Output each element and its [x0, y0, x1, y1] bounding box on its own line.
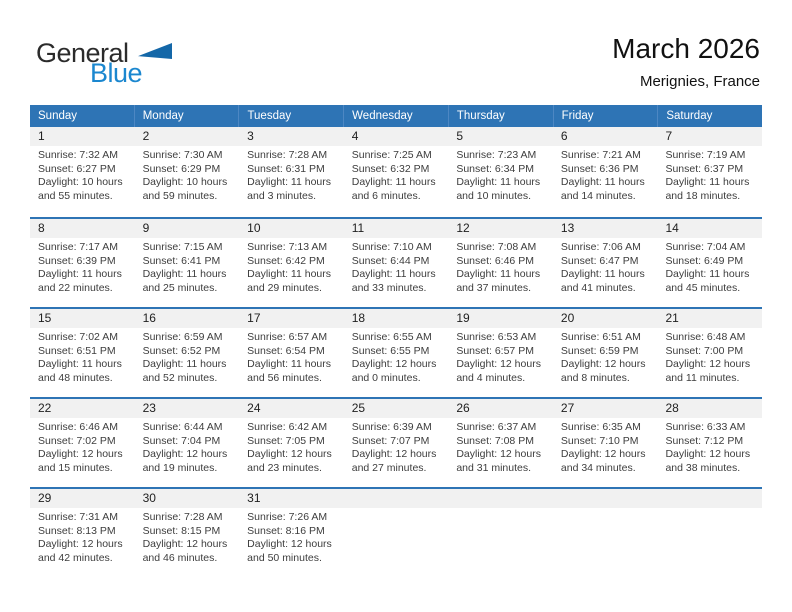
daylight-text: and 6 minutes. [351, 189, 421, 202]
day-number: 16 [142, 311, 156, 325]
sunset-text: Sunset: 7:02 PM [38, 434, 116, 447]
day-number: 14 [665, 221, 679, 235]
weekday-monday: Monday [134, 105, 239, 127]
sunset-text: Sunset: 6:59 PM [560, 344, 639, 357]
day-cell [30, 328, 135, 385]
sunset-text: Sunset: 6:34 PM [456, 162, 534, 175]
sunset-text: Sunset: 6:37 PM [665, 162, 744, 175]
sunrise-text: Sunrise: 7:32 AM [38, 149, 118, 161]
day-cell [30, 418, 135, 475]
day-cell [344, 508, 449, 565]
sunrise-text: Sunrise: 7:08 AM [456, 241, 537, 253]
daylight-text: and 33 minutes. [351, 281, 427, 294]
calendar-week-row [30, 217, 762, 307]
day-cell [657, 146, 762, 203]
daylight-text: Daylight: 11 hours [247, 268, 332, 280]
daylight-text: Daylight: 12 hours [142, 538, 228, 550]
daylight-text: and 3 minutes. [247, 189, 317, 202]
sunrise-text: Sunrise: 6:59 AM [142, 331, 223, 343]
daylight-text: and 18 minutes. [665, 189, 741, 202]
daylight-text: and 14 minutes. [560, 189, 636, 202]
day-cell [239, 328, 344, 385]
day-cell [239, 418, 344, 475]
daylight-text: Daylight: 10 hours [38, 176, 123, 188]
day-number: 6 [560, 129, 568, 143]
day-number: 10 [247, 221, 261, 235]
day-number: 27 [560, 401, 575, 415]
sunset-text: Sunset: 6:44 PM [351, 254, 430, 267]
sunset-text: Sunset: 6:36 PM [560, 162, 639, 175]
sunrise-text: Sunrise: 6:33 AM [665, 421, 746, 433]
day-cell [30, 146, 135, 203]
day-number: 9 [142, 221, 150, 235]
daylight-text: Daylight: 12 hours [351, 448, 437, 460]
daylight-text: and 52 minutes. [142, 371, 218, 384]
day-number: 28 [665, 401, 679, 415]
sunset-text: Sunset: 7:00 PM [665, 344, 744, 357]
day-cell [239, 508, 344, 565]
day-number: 4 [351, 129, 359, 143]
daylight-text: Daylight: 12 hours [247, 448, 332, 460]
daylight-text: and 19 minutes. [142, 461, 218, 474]
sunset-text: Sunset: 6:55 PM [351, 344, 430, 357]
day-number: 19 [456, 311, 470, 325]
weekday-saturday: Saturday [657, 105, 762, 127]
daylight-text: and 25 minutes. [142, 281, 218, 294]
daylight-text: and 0 minutes. [351, 371, 421, 384]
day-number: 12 [456, 221, 470, 235]
daylight-text: Daylight: 12 hours [665, 358, 751, 370]
day-details-row [30, 146, 762, 203]
daylight-text: Daylight: 11 hours [247, 176, 332, 188]
sunrise-text: Sunrise: 7:02 AM [38, 331, 118, 343]
sunset-text: Sunset: 7:08 PM [456, 434, 534, 447]
daylight-text: Daylight: 12 hours [560, 448, 646, 460]
sunset-text: Sunset: 7:04 PM [142, 434, 221, 447]
sunrise-text: Sunrise: 7:30 AM [142, 149, 223, 161]
day-number: 26 [456, 401, 470, 415]
daylight-text: Daylight: 11 hours [351, 268, 436, 280]
daylight-text: and 23 minutes. [247, 461, 322, 474]
daylight-text: Daylight: 11 hours [142, 268, 227, 280]
daylight-text: and 34 minutes. [560, 461, 636, 474]
daylight-text: Daylight: 11 hours [560, 176, 645, 188]
sunset-text: Sunset: 8:15 PM [142, 524, 221, 537]
day-cell [657, 328, 762, 385]
day-details-row [30, 238, 762, 295]
day-cell [448, 238, 553, 295]
calendar-week-row [30, 127, 762, 217]
day-details-row [30, 328, 762, 385]
daylight-text: Daylight: 11 hours [665, 176, 750, 188]
day-number-strip [30, 127, 762, 146]
daylight-text: Daylight: 12 hours [247, 538, 332, 550]
day-number: 8 [38, 221, 45, 235]
day-number: 11 [351, 221, 365, 235]
daylight-text: and 11 minutes. [665, 371, 740, 384]
day-cell [553, 328, 658, 385]
weeks-grid [30, 127, 762, 577]
sunset-text: Sunset: 6:51 PM [38, 344, 116, 357]
day-cell [135, 508, 240, 565]
day-cell [30, 238, 135, 295]
sunrise-text: Sunrise: 7:26 AM [247, 511, 328, 523]
day-cell [344, 328, 449, 385]
sunset-text: Sunset: 6:41 PM [142, 254, 221, 267]
daylight-text: and 37 minutes. [456, 281, 532, 294]
sunrise-text: Sunrise: 7:13 AM [247, 241, 328, 253]
sunrise-text: Sunrise: 7:25 AM [351, 149, 432, 161]
day-cell [344, 418, 449, 475]
daylight-text: Daylight: 12 hours [560, 358, 646, 370]
day-cell [239, 146, 344, 203]
sunrise-text: Sunrise: 6:48 AM [665, 331, 746, 343]
day-number: 5 [456, 129, 463, 143]
sunrise-text: Sunrise: 7:21 AM [560, 149, 641, 161]
calendar-table [30, 105, 762, 577]
daylight-text: Daylight: 11 hours [351, 176, 436, 188]
day-number-strip [30, 309, 762, 328]
sunset-text: Sunset: 6:29 PM [142, 162, 221, 175]
sunrise-text: Sunrise: 7:23 AM [456, 149, 537, 161]
calendar-week-row [30, 487, 762, 577]
daylight-text: Daylight: 12 hours [142, 448, 228, 460]
day-cell [553, 146, 658, 203]
sunset-text: Sunset: 6:46 PM [456, 254, 534, 267]
day-cell [135, 328, 240, 385]
sunrise-text: Sunrise: 7:19 AM [665, 149, 746, 161]
sunrise-text: Sunrise: 7:06 AM [560, 241, 641, 253]
logo-text-blue: Blue [90, 58, 143, 88]
weekday-wednesday: Wednesday [343, 105, 448, 127]
day-cell [30, 508, 135, 565]
day-cell [135, 146, 240, 203]
daylight-text: and 41 minutes. [560, 281, 636, 294]
sunrise-text: Sunrise: 7:28 AM [247, 149, 328, 161]
sunrise-text: Sunrise: 7:15 AM [142, 241, 223, 253]
sunset-text: Sunset: 6:39 PM [38, 254, 116, 267]
day-number: 13 [560, 221, 575, 235]
day-cell [135, 418, 240, 475]
sunset-text: Sunset: 6:52 PM [142, 344, 221, 357]
day-number: 30 [142, 491, 156, 505]
day-number: 18 [351, 311, 366, 325]
sunset-text: Sunset: 6:57 PM [456, 344, 534, 357]
sunrise-text: Sunrise: 6:51 AM [560, 331, 641, 343]
day-number [657, 489, 762, 508]
daylight-text: Daylight: 12 hours [351, 358, 437, 370]
sunset-text: Sunset: 6:47 PM [560, 254, 639, 267]
day-cell [344, 146, 449, 203]
sunrise-text: Sunrise: 6:35 AM [560, 421, 641, 433]
sunrise-text: Sunrise: 6:39 AM [351, 421, 432, 433]
day-cell [448, 328, 553, 385]
daylight-text: Daylight: 11 hours [560, 268, 645, 280]
daylight-text: Daylight: 10 hours [142, 176, 228, 188]
weekday-header-row [30, 105, 762, 127]
day-details-row [30, 418, 762, 475]
weekday-sunday: Sunday [38, 110, 78, 122]
day-cell [553, 418, 658, 475]
day-number: 24 [247, 401, 261, 415]
daylight-text: Daylight: 11 hours [456, 176, 541, 188]
day-cell [448, 508, 553, 565]
daylight-text: and 59 minutes. [142, 189, 218, 202]
daylight-text: Daylight: 11 hours [665, 268, 750, 280]
daylight-text: Daylight: 12 hours [456, 448, 541, 460]
day-number: 20 [560, 311, 575, 325]
sunrise-text: Sunrise: 6:42 AM [247, 421, 328, 433]
sunset-text: Sunset: 8:13 PM [38, 524, 116, 537]
general-blue-logo [36, 40, 176, 88]
day-cell [344, 238, 449, 295]
day-number-strip [30, 219, 762, 238]
sunset-text: Sunset: 6:32 PM [351, 162, 430, 175]
sunset-text: Sunset: 6:42 PM [247, 254, 325, 267]
day-number: 21 [665, 311, 679, 325]
daylight-text: and 31 minutes. [456, 461, 532, 474]
day-cell [657, 508, 762, 565]
sunrise-text: Sunrise: 7:04 AM [665, 241, 746, 253]
sunrise-text: Sunrise: 6:46 AM [38, 421, 118, 433]
day-number: 29 [38, 491, 52, 505]
day-number: 31 [247, 491, 261, 505]
sunset-text: Sunset: 7:05 PM [247, 434, 325, 447]
sunset-text: Sunset: 7:12 PM [665, 434, 744, 447]
daylight-text: and 45 minutes. [665, 281, 741, 294]
day-cell [553, 238, 658, 295]
day-number: 1 [38, 129, 45, 143]
day-number-strip [30, 489, 762, 508]
sunrise-text: Sunrise: 7:31 AM [38, 511, 118, 523]
title-block [612, 34, 760, 90]
daylight-text: and 22 minutes. [38, 281, 113, 294]
daylight-text: Daylight: 11 hours [456, 268, 541, 280]
daylight-text: and 15 minutes. [38, 461, 113, 474]
sunrise-text: Sunrise: 7:10 AM [351, 241, 432, 253]
daylight-text: and 56 minutes. [247, 371, 322, 384]
sunrise-text: Sunrise: 6:44 AM [142, 421, 223, 433]
daylight-text: Daylight: 12 hours [38, 538, 123, 550]
daylight-text: Daylight: 12 hours [456, 358, 541, 370]
day-number [344, 489, 449, 508]
sunset-text: Sunset: 8:16 PM [247, 524, 325, 537]
sunrise-text: Sunrise: 7:17 AM [38, 241, 118, 253]
sunset-text: Sunset: 7:07 PM [351, 434, 430, 447]
daylight-text: and 50 minutes. [247, 551, 322, 564]
sunrise-text: Sunrise: 6:57 AM [247, 331, 328, 343]
day-cell [553, 508, 658, 565]
day-cell [239, 238, 344, 295]
weekday-friday: Friday [553, 105, 658, 127]
sunset-text: Sunset: 6:31 PM [247, 162, 325, 175]
day-number: 23 [142, 401, 156, 415]
daylight-text: Daylight: 11 hours [142, 358, 227, 370]
day-cell [657, 418, 762, 475]
daylight-text: Daylight: 12 hours [665, 448, 751, 460]
sunset-text: Sunset: 6:27 PM [38, 162, 116, 175]
sunrise-text: Sunrise: 6:53 AM [456, 331, 537, 343]
day-number: 15 [38, 311, 52, 325]
day-number [553, 489, 658, 508]
sunrise-text: Sunrise: 6:37 AM [456, 421, 537, 433]
daylight-text: Daylight: 11 hours [38, 358, 122, 370]
sunrise-text: Sunrise: 7:28 AM [142, 511, 223, 523]
day-number: 22 [38, 401, 52, 415]
day-number: 17 [247, 311, 261, 325]
day-number [448, 489, 553, 508]
day-cell [657, 238, 762, 295]
day-details-row [30, 508, 762, 565]
calendar-week-row [30, 397, 762, 487]
daylight-text: and 8 minutes. [560, 371, 630, 384]
daylight-text: and 48 minutes. [38, 371, 113, 384]
calendar-week-row [30, 307, 762, 397]
page-title: March 2026 [612, 33, 760, 64]
daylight-text: and 38 minutes. [665, 461, 741, 474]
weekday-thursday: Thursday [448, 105, 553, 127]
sunset-text: Sunset: 7:10 PM [560, 434, 639, 447]
day-number: 3 [247, 129, 254, 143]
logo-text-general: General [36, 38, 129, 68]
daylight-text: Daylight: 11 hours [247, 358, 332, 370]
location-subtitle: Merignies, France [639, 72, 760, 90]
sunset-text: Sunset: 6:54 PM [247, 344, 325, 357]
daylight-text: and 46 minutes. [142, 551, 218, 564]
daylight-text: Daylight: 11 hours [38, 268, 122, 280]
logo-triangle-icon [138, 43, 172, 59]
day-number: 2 [142, 129, 150, 143]
daylight-text: and 10 minutes. [456, 189, 532, 202]
day-cell [135, 238, 240, 295]
day-cell [448, 418, 553, 475]
day-number: 25 [351, 401, 366, 415]
daylight-text: and 27 minutes. [351, 461, 427, 474]
daylight-text: and 29 minutes. [247, 281, 322, 294]
daylight-text: and 4 minutes. [456, 371, 526, 384]
daylight-text: and 42 minutes. [38, 551, 113, 564]
day-cell [448, 146, 553, 203]
sunset-text: Sunset: 6:49 PM [665, 254, 744, 267]
day-number-strip [30, 399, 762, 418]
weekday-tuesday: Tuesday [238, 105, 343, 127]
sunrise-text: Sunrise: 6:55 AM [351, 331, 432, 343]
daylight-text: Daylight: 12 hours [38, 448, 123, 460]
daylight-text: and 55 minutes. [38, 189, 113, 202]
day-number: 7 [665, 129, 673, 143]
